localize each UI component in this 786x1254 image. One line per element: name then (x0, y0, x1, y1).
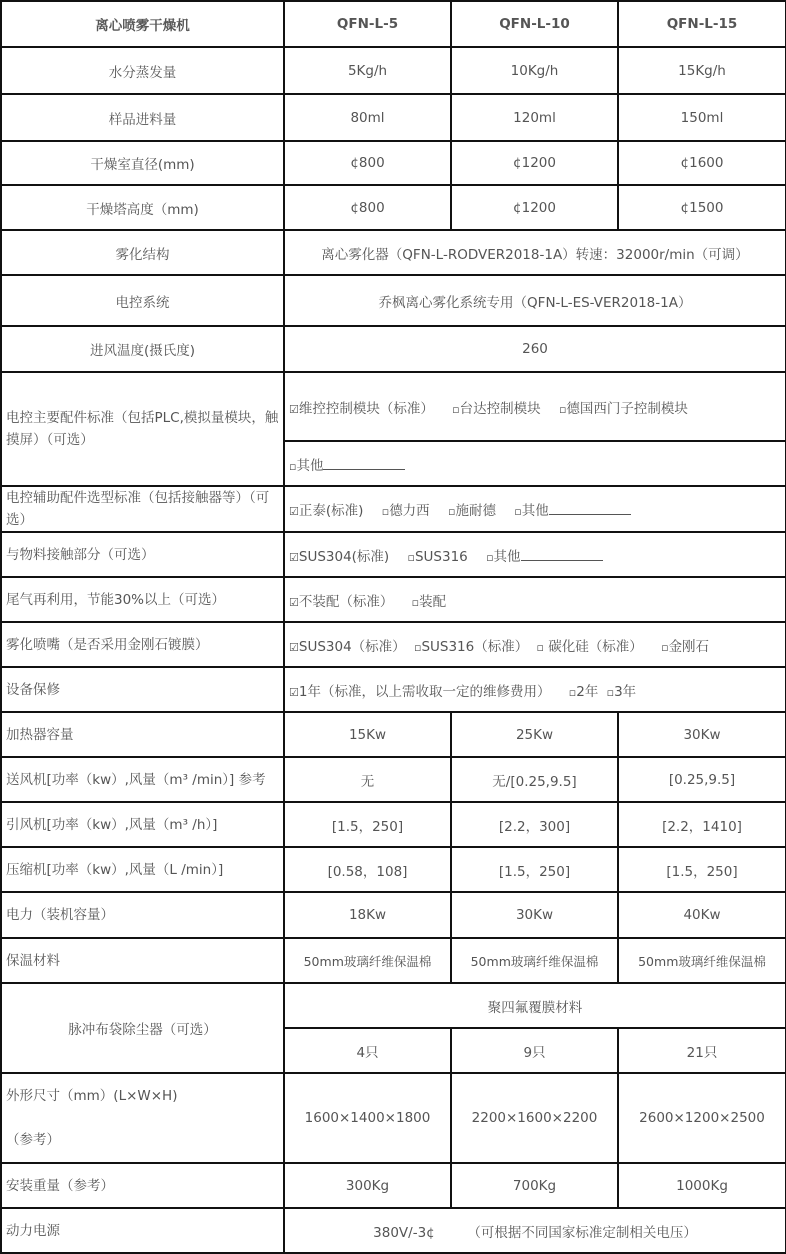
row-label: 电控辅助配件选型标准（包括接触器等）（可选） (1, 486, 284, 532)
row-contact-material (1, 532, 786, 577)
checked-box-icon: ☑ (289, 640, 299, 654)
unchecked-box-icon: ▫ (447, 505, 456, 518)
row-control-system (1, 275, 786, 326)
row-label: 压缩机[功率（kw）,风量（L /min）] (1, 847, 284, 892)
cell: 50mm玻璃纤维保温棉 (451, 938, 618, 983)
row-label: 样品进料量 (1, 94, 284, 141)
model-col-2: QFN-L-10 (451, 1, 618, 47)
option-checkbox[interactable]: ▫台达控制模块 (452, 400, 541, 417)
checked-box-icon: ☑ (289, 685, 299, 699)
option-checkbox[interactable]: ☑SUS304(标准) (289, 548, 390, 565)
checked-box-icon: ☑ (289, 505, 299, 518)
cell: 50mm玻璃纤维保温棉 (284, 938, 451, 983)
row-compressor (1, 847, 786, 892)
option-checkbox[interactable]: ▫其他 (514, 503, 630, 519)
cell: 15Kw (284, 712, 451, 757)
cell: 30Kw (618, 712, 786, 757)
cell: 乔枫离心雾化系统专用（QFN-L-ES-VER2018-1A） (284, 275, 786, 326)
row-dust-collector (1, 983, 786, 1028)
option-checkbox[interactable]: ▫装配 (411, 593, 447, 610)
option-group (284, 372, 786, 441)
option-checkbox[interactable]: ☑SUS304（标准） (289, 638, 406, 655)
cell: ¢1200 (451, 141, 618, 185)
cell: 离心雾化器（QFN-L-RODVER2018-1A）转速：32000r/min（可调） (284, 230, 786, 275)
row-nozzle (1, 622, 786, 667)
cell: 2200×1600×2200 (451, 1073, 618, 1163)
row-atomizer (1, 230, 786, 275)
cell: ¢800 (284, 141, 451, 185)
row-label: 送风机[功率（kw）,风量（m³ /min）] 参考 (1, 757, 284, 802)
checked-box-icon: ☑ (289, 402, 299, 416)
label-line: 外形尺寸（mm）(L×W×H) (6, 1088, 178, 1104)
cell: 4只 (284, 1028, 451, 1073)
row-label: 设备保修 (1, 667, 284, 712)
option-checkbox[interactable]: ☑正泰(标准) (289, 503, 364, 519)
row-label: 进风温度(摄氏度) (1, 326, 284, 372)
option-group (284, 532, 786, 577)
cell: 无/[0.25,9.5] (451, 757, 618, 802)
cell: 聚四氟覆膜材料 (284, 983, 786, 1028)
cell: 18Kw (284, 892, 451, 938)
fill-in-blank[interactable] (323, 457, 405, 470)
unchecked-box-icon: ▫ (381, 505, 390, 518)
cell: 50mm玻璃纤维保温棉 (618, 938, 786, 983)
option-group (284, 667, 786, 712)
cell: ¢800 (284, 185, 451, 230)
option-checkbox[interactable]: ▫其他 (289, 458, 405, 474)
row-label: 动力电源 (1, 1208, 284, 1253)
label-line: （参考） (6, 1132, 60, 1148)
option-checkbox[interactable]: ▫金刚石 (661, 638, 710, 655)
option-checkbox[interactable]: ▫SUS316（标准） (413, 638, 529, 655)
unchecked-box-icon: ▫ (413, 640, 422, 654)
option-group (284, 441, 786, 486)
option-checkbox[interactable]: ▫SUS316 (407, 548, 468, 565)
cell: 15Kg/h (618, 47, 786, 94)
unchecked-box-icon: ▫ (452, 402, 460, 416)
cell: ¢1600 (618, 141, 786, 185)
row-power (1, 892, 786, 938)
option-checkbox[interactable]: ▫2年 (568, 683, 599, 700)
row-exhaust-reuse (1, 577, 786, 622)
fill-in-blank[interactable] (521, 548, 603, 561)
unchecked-box-icon: ▫ (568, 685, 577, 699)
cell: 80ml (284, 94, 451, 141)
option-group (284, 486, 786, 532)
cell: 无 (284, 757, 451, 802)
row-feed (1, 94, 786, 141)
cell: 700Kg (451, 1163, 618, 1208)
row-label: 安装重量（参考） (1, 1163, 284, 1208)
cell: [1.5，250] (451, 847, 618, 892)
cell: 21只 (618, 1028, 786, 1073)
row-label: 加热器容量 (1, 712, 284, 757)
cell: 1000Kg (618, 1163, 786, 1208)
unchecked-box-icon: ▫ (661, 640, 669, 654)
row-blower (1, 757, 786, 802)
row-label: 雾化喷嘴（是否采用金刚石镀膜） (1, 622, 284, 667)
row-label (1, 1073, 284, 1163)
row-aux-parts (1, 486, 786, 532)
cell: 30Kw (451, 892, 618, 938)
cell (284, 1208, 786, 1253)
unchecked-box-icon: ▫ (486, 550, 494, 564)
cell: 150ml (618, 94, 786, 141)
option-checkbox[interactable]: ▫德力西 (381, 503, 430, 519)
cell: ¢1500 (618, 185, 786, 230)
row-label: 保温材料 (1, 938, 284, 983)
cell: [1.5，250] (284, 802, 451, 847)
cell: 1600×1400×1800 (284, 1073, 451, 1163)
option-checkbox[interactable]: ▫施耐德 (447, 503, 496, 519)
row-induced-fan (1, 802, 786, 847)
cell: 5Kg/h (284, 47, 451, 94)
row-label: 引风机[功率（kw）,风量（m³ /h）] (1, 802, 284, 847)
cell: 10Kg/h (451, 47, 618, 94)
cell: [2.2，300] (451, 802, 618, 847)
row-label: 脉冲布袋除尘器（可选） (1, 983, 284, 1073)
unchecked-box-icon: ▫ (558, 402, 567, 416)
option-checkbox[interactable]: ▫其他 (486, 549, 602, 565)
cell: 300Kg (284, 1163, 451, 1208)
cell: 260 (284, 326, 786, 372)
voltage-value: 380V/-3¢ (373, 1224, 435, 1241)
row-inlet-temp (1, 326, 786, 372)
model-col-1: QFN-L-5 (284, 1, 451, 47)
model-col-3: QFN-L-15 (618, 1, 786, 47)
row-label: 干燥塔高度（mm) (1, 185, 284, 230)
cell: 40Kw (618, 892, 786, 938)
cell: [0.58，108] (284, 847, 451, 892)
option-checkbox[interactable]: ☑维控控制模块（标准） (289, 400, 434, 417)
cell: [1.5，250] (618, 847, 786, 892)
row-label: 尾气再利用，节能30%以上（可选） (1, 577, 284, 622)
voltage-note: （可根据不同国家标准定制相关电压） (467, 1224, 697, 1241)
cell: 9只 (451, 1028, 618, 1073)
unchecked-box-icon: ▫ (411, 595, 420, 609)
row-label: 水分蒸发量 (1, 47, 284, 94)
unchecked-box-icon: ▫ (407, 550, 415, 564)
row-label: 电控主要配件标准（包括PLC,模拟量模块，触摸屏）（可选） (1, 372, 284, 486)
cell: 120ml (451, 94, 618, 141)
row-dimensions (1, 1073, 786, 1163)
option-checkbox[interactable]: ▫3年 (606, 683, 637, 700)
row-tower-height (1, 185, 786, 230)
row-heater (1, 712, 786, 757)
row-power-supply (1, 1208, 786, 1253)
unchecked-box-icon: ▫ (606, 685, 615, 699)
option-checkbox[interactable]: ☑1年（标准，以上需收取一定的维修费用） (289, 683, 551, 700)
checked-box-icon: ☑ (289, 550, 299, 564)
row-weight (1, 1163, 786, 1208)
option-checkbox[interactable]: ▫ 碳化硅（标准） (536, 638, 643, 655)
row-label: 电控系统 (1, 275, 284, 326)
checked-box-icon: ☑ (289, 595, 299, 609)
row-label: 与物料接触部分（可选） (1, 532, 284, 577)
unchecked-box-icon: ▫ (289, 459, 297, 473)
header-row (1, 1, 786, 47)
cell: [0.25,9.5] (618, 757, 786, 802)
option-group (284, 622, 786, 667)
cell: ¢1200 (451, 185, 618, 230)
row-label: 电力（装机容量） (1, 892, 284, 938)
row-label: 雾化结构 (1, 230, 284, 275)
fill-in-blank[interactable] (549, 502, 631, 515)
option-group (284, 577, 786, 622)
option-checkbox[interactable]: ☑不装配（标准） (289, 593, 394, 610)
cell: 25Kw (451, 712, 618, 757)
option-checkbox[interactable]: ▫德国西门子控制模块 (558, 400, 688, 417)
row-warranty (1, 667, 786, 712)
unchecked-box-icon: ▫ (514, 505, 522, 518)
row-main-parts (1, 372, 786, 441)
unchecked-box-icon: ▫ (536, 640, 544, 654)
product-title: 离心喷雾干燥机 (1, 1, 284, 47)
cell: 2600×1200×2500 (618, 1073, 786, 1163)
row-insulation (1, 938, 786, 983)
row-label: 干燥室直径(mm) (1, 141, 284, 185)
cell: [2.2，1410] (618, 802, 786, 847)
row-chamber-diameter (1, 141, 786, 185)
row-evaporation (1, 47, 786, 94)
